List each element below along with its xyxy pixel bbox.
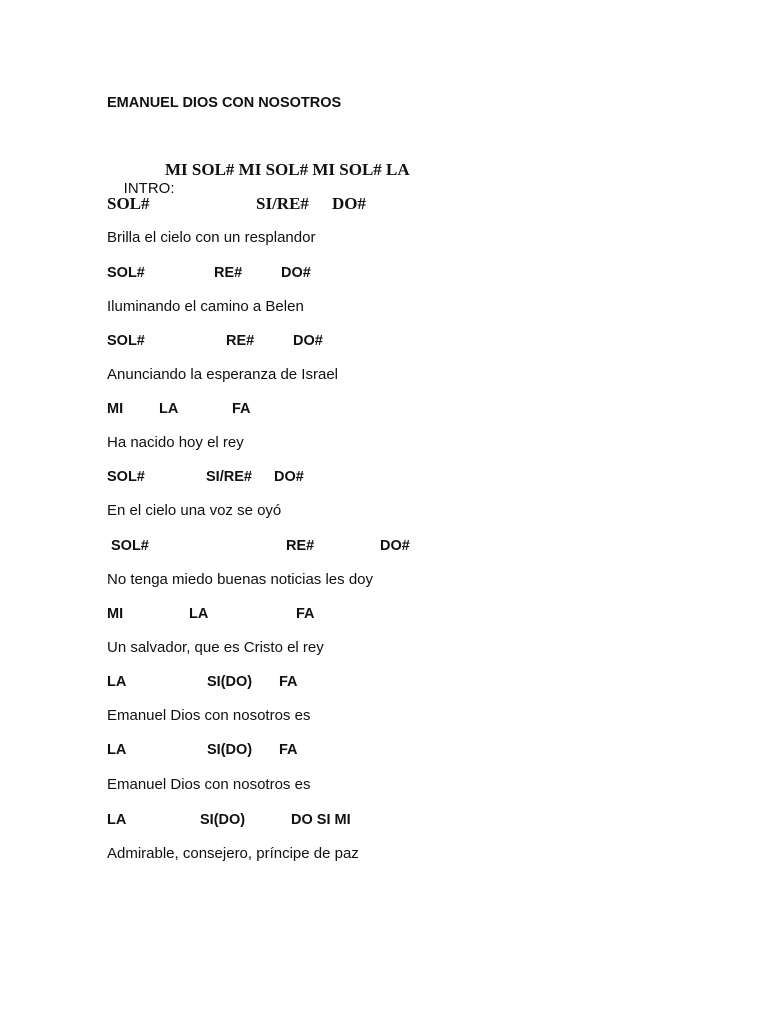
chord: FA bbox=[279, 742, 298, 758]
chord: DO# bbox=[274, 469, 304, 485]
chord: SOL# bbox=[107, 333, 145, 349]
lyric-line: Iluminando el camino a Belen bbox=[107, 298, 304, 315]
chord: DO# bbox=[281, 265, 311, 281]
chord: DO# bbox=[293, 333, 323, 349]
chord: MI bbox=[107, 606, 124, 622]
chord: SOL# bbox=[107, 265, 145, 281]
lyric-line: Un salvador, que es Cristo el rey bbox=[107, 639, 324, 656]
chord: LA bbox=[159, 401, 179, 417]
chord: RE# bbox=[286, 538, 315, 554]
chord: LA bbox=[107, 742, 127, 758]
lyric-line: Anunciando la esperanza de Israel bbox=[107, 366, 338, 383]
chord: DO# bbox=[332, 194, 366, 213]
chord: SI(DO) bbox=[207, 742, 253, 758]
song-title: EMANUEL DIOS CON NOSOTROS bbox=[107, 95, 342, 111]
chord: SI(DO) bbox=[200, 812, 246, 828]
lyric-line: No tenga miedo buenas noticias les doy bbox=[107, 571, 374, 588]
intro-chords: MI SOL# MI SOL# MI SOL# LA bbox=[165, 160, 410, 179]
chord: RE# bbox=[226, 333, 255, 349]
chord: SOL# bbox=[111, 538, 149, 554]
chord: MI bbox=[107, 401, 124, 417]
chord: LA bbox=[107, 674, 127, 690]
chord: FA bbox=[296, 606, 315, 622]
chord: FA bbox=[279, 674, 298, 690]
lyric-line: Emanuel Dios con nosotros es bbox=[107, 707, 311, 724]
lyric-line: Admirable, consejero, príncipe de paz bbox=[107, 845, 359, 862]
intro-label: INTRO: bbox=[123, 180, 175, 197]
chord: FA bbox=[232, 401, 251, 417]
lyric-line: Ha nacido hoy el rey bbox=[107, 434, 244, 451]
chord: DO SI MI bbox=[291, 812, 351, 828]
lyric-line: Emanuel Dios con nosotros es bbox=[107, 776, 311, 793]
lyric-line: Brilla el cielo con un resplandor bbox=[107, 229, 316, 246]
chord: LA bbox=[107, 812, 127, 828]
chord: DO# bbox=[380, 538, 410, 554]
chord: SOL# bbox=[107, 469, 145, 485]
chord: SI/RE# bbox=[206, 469, 252, 485]
lyric-line: En el cielo una voz se oyó bbox=[107, 502, 282, 519]
chord: SI/RE# bbox=[256, 194, 309, 213]
chord: SI(DO) bbox=[207, 674, 253, 690]
chord: RE# bbox=[214, 265, 243, 281]
chord: LA bbox=[189, 606, 209, 622]
chord: SOL# bbox=[107, 194, 150, 213]
